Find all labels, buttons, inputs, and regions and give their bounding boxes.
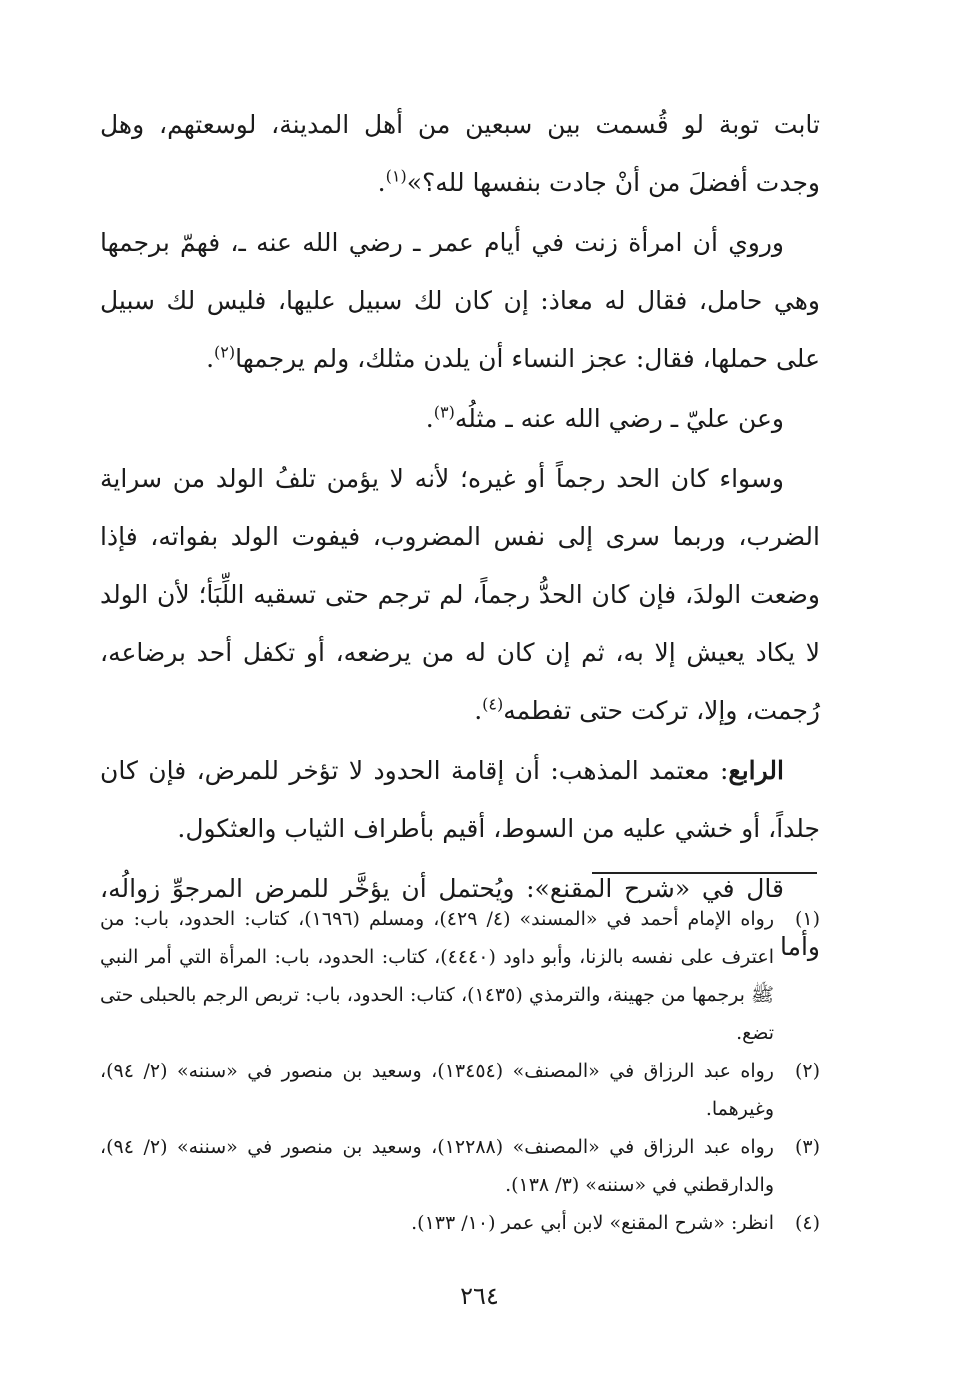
footnote-1 [100,900,820,1052]
paragraph-5-lead: الرابع [728,756,784,785]
paragraph-3-text: وعن عليّ ـ رضي الله عنه ـ مثلُه [454,404,784,433]
footnote-3-text: رواه عبد الرزاق في «المصنف» (١٢٢٨٨)، وسعيد بن منصور في «سننه» (٢/ ٩٤)، والدارقطني في «سننه» (٣/ ١٣٨). [100,1136,774,1196]
footnote-2-text: رواه عبد الرزاق في «المصنف» (١٣٤٥٤)، وسعيد بن منصور في «سننه» (٢/ ٩٤)، وغيرهما. [100,1060,774,1120]
paragraph-5-text: : معتمد المذهب: أن إقامة الحدود لا تؤخر للمرض، فإن كان جلداً، أو خشي عليه من السوط، أقيم بأطراف الثياب والعثكول. [100,756,820,843]
paragraph-1-tail: . [377,168,386,197]
footnote-4-number: (٤) [794,1212,820,1234]
footnote-1-number: (١) [794,908,820,930]
page-number: ٢٦٤ [460,1282,499,1310]
paragraph-4-tail: . [474,696,483,725]
footnote-3 [100,1128,820,1204]
paragraph-6-text: قال في «شرح المقنع»: ويُحتمل أن يؤخَّر للمرض المرجوِّ زوالُه، وأما [100,874,820,961]
paragraph-1-text: تابت توبة لو قُسمت بين سبعين من أهل المدينة، لوسعتهم، وهل وجدت أفضلَ من أنْ جادت بنفسها لله؟» [100,110,820,197]
footnote-4-text: انظر: «شرح المقنع» لابن أبي عمر (١٠/ ١٣٣). [411,1212,774,1234]
footnote-ref-2: (٢) [214,342,236,362]
footnote-4 [100,1204,820,1242]
paragraph-2-tail: . [206,344,215,373]
paragraph-1 [100,96,820,212]
footnote-2 [100,1052,820,1128]
footnote-ref-4: (٤) [482,694,504,714]
footnote-ref-1: (١) [385,166,407,186]
paragraph-2-text: وروي أن امرأة زنت في أيام عمر ـ رضي الله عنه ـ، فهمّ برجمها وهي حامل، فقال له معاذ: إن كان لك سبيل عليها، فليس لك سبيل على حملها، فقال: عجز النساء أن يلدن مثلك، ولم يرجمها [100,228,820,373]
paragraph-4 [100,450,820,740]
footnote-divider [592,872,817,874]
paragraph-3 [100,390,820,448]
main-text [100,96,820,978]
paragraph-3-tail: . [425,404,434,433]
footnote-3-number: (٣) [794,1136,820,1158]
paragraph-5 [100,742,820,858]
paragraph-2 [100,214,820,388]
footnote-2-number: (٢) [794,1060,820,1082]
footnotes [100,900,820,1242]
footnote-1-text: رواه الإمام أحمد في «المسند» (٤/ ٤٢٩)، ومسلم (١٦٩٦)، كتاب: الحدود، باب: من اعترف على نفسه بالزنا، وأبو داود (٤٤٤٠)، كتاب: الحدود، باب: المرأة التي أمر النبي ﷺ برجمها من جهينة، والترمذي (١٤٣٥)، كتاب: الحدود، باب: تربص الرجم بالحبلى حتى تضع. [100,908,775,1044]
footnote-ref-3: (٣) [433,402,455,422]
paragraph-4-text: وسواء كان الحد رجماً أو غيره؛ لأنه لا يؤمن تلفُ الولد من سراية الضرب، وربما سرى إلى نفس المضروب، فيفوت الولد بفواته، فإذا وضعت الولدَ، فإن كان الحدُّ رجماً، لم ترجم حتى تسقيه اللِّبَأ؛ لأن الولد لا يكاد يعيش إلا به، ثم إن كان له من يرضعه، أو تكفل أحد برضاعه، رُجمت، وإلا، تركت حتى تفطمه [100,464,820,725]
